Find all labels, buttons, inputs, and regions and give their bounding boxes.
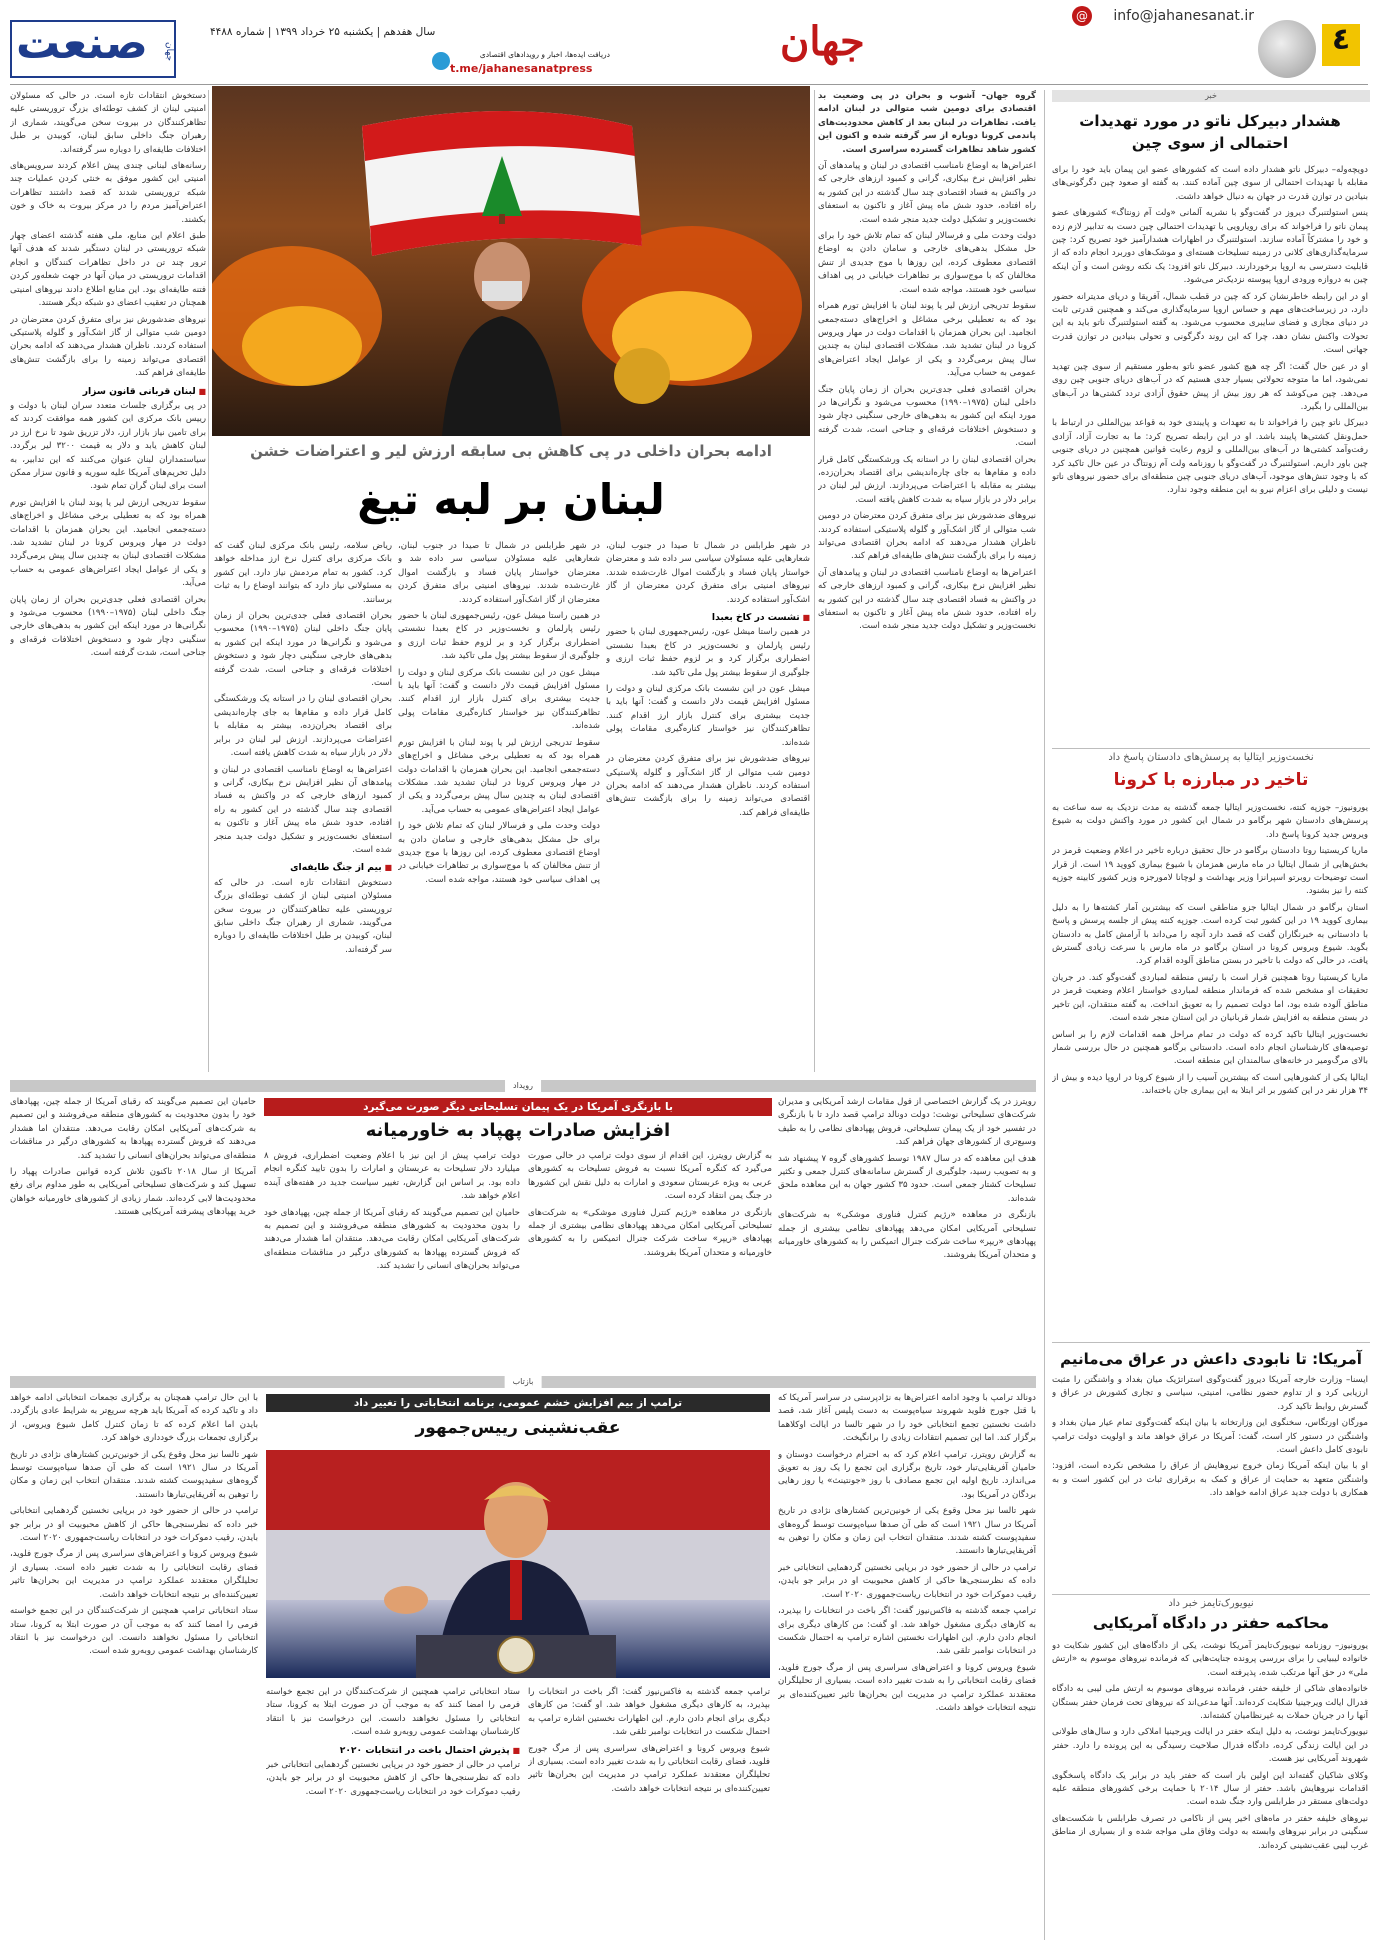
paragraph: وکلای شاکیان گفته‌اند این اولین بار است که حفتر باید در برابر یک دادگاه پاسخگوی اقدامات نیروهایش باشد. حفتر از سال ۲۰۱۴ با حمایت برخی کشورهای منطقه علیه دولت‌های مستقر در طرابلس وارد جنگ شده است. — [1052, 1770, 1368, 1808]
paragraph: دونالد ترامپ با وجود ادامه اعتراض‌ها به نژادپرستی در سراسر آمریکا که با قتل جورج فلوید شهروند سیاه‌پوست به دست پلیس آغاز شد، قصد داشت نخستین تجمع انتخاباتی خود را در شهر تالسا در ایالت اوکلاهما برگزار کند. اما این تصمیم انتقادات زیادی را برانگیخت. — [778, 1393, 1036, 1444]
divider — [1052, 748, 1370, 749]
paragraph: ماریا کریستینا روتا همچنین قرار است با رئیس منطقه لمباردی گفت‌وگو کند. در جریان تحقیقات او مشخص شده که فرماندار منطقه لمباردی خواستار اعلام وضعیت قرمز در مناطق آلوده شده بود، اما دولت تصمیم را به تعویق انداخت. به گفته منتقدان، این تاخیر در بستن منطقه به افزایش شمار قربانیان در این استان منجر شده است. — [1052, 972, 1368, 1024]
paragraph: شهر تالسا نیز محل وقوع یکی از خونین‌ترین کشتارهای نژادی در تاریخ آمریکا در سال ۱۹۲۱ است که طی آن صدها سیاه‌پوست توسط گروه‌های سفیدپوست کشته شدند. منتقدان انتخاب این زمان و مکان را توهین به آفریقایی‌تبارها دانستند. — [778, 1506, 1036, 1557]
trump-photo-illustration — [266, 1450, 770, 1678]
paragraph: رویترز در یک گزارش اختصاصی از قول مقامات ارشد آمریکایی و مدیران شرکت‌های تسلیحاتی نوشت: دولت دونالد ترامپ قصد دارد تا با بازنگری در تفسیر خود از یک پیمان تسلیحاتی، فروش پهپادهای نظامی را به طیف وسیع‌تری از کشورهای جهان فراهم کند. — [778, 1097, 1036, 1148]
paragraph: ترامپ در حالی از حضور خود در برپایی نخستین گردهمایی انتخاباتی خبر داده که نظرسنجی‌ها حاکی از کاهش محبوبیت او در برابر جو بایدن، رقیب دموکرات خود در انتخابات ریاست‌جمهوری ۲۰۲۰ است. — [266, 1760, 520, 1797]
issue-info: سال هفدهم | یکشنبه ۲۵ خرداد ۱۳۹۹ | شماره ۴۴۸۸ — [210, 26, 436, 38]
trump-darkbar: ترامپ از بیم افزایش خشم عمومی، برنامه انتخاباتی را تغییر داد — [266, 1394, 770, 1412]
paragraph: یورونیوز– جوزپه کنته، نخست‌وزیر ایتالیا جمعه گذشته به مدت نزدیک به سه ساعت به پرسش‌های دادستان شهر برگامو در شمال این کشور در مورد واکنش دولت به شیوع ویروس جدید کرونا پاسخ داد. — [1052, 803, 1368, 840]
paragraph: بازنگری در معاهده «رژیم کنترل فناوری موشکی» به شرکت‌های تسلیحاتی آمریکایی امکان می‌دهد پهپادهای نظامی بیشتری از جمله پهپادهای «ریپر» ساخت شرکت جنرال اتمیکس را به کشورهای خاورمیانه و متحدان آمریکا بفروشند. — [528, 1207, 772, 1258]
paragraph: مورگان اورتگاس، سخنگوی این وزارتخانه با بیان اینکه گفت‌وگوی تمام عیار میان بغداد و واشنگتن در دستور کار است، گفت: آمریکا در عراق خواهد ماند و اولویت دولت ترامپ نابودی کامل داعش است. — [1052, 1418, 1368, 1456]
paragraph: بازنگری در معاهده «رژیم کنترل فناوری موشکی» به شرکت‌های تسلیحاتی آمریکایی امکان می‌دهد پهپادهای نظامی بیشتری از جمله پهپادهای «ریپر» ساخت شرکت جنرال اتمیکس را به کشورهای خاورمیانه و متحدان آمریکا بفروشند. — [778, 1210, 1036, 1261]
page-number: ٤ — [1331, 22, 1351, 57]
paragraph: بحران اقتصادی لبنان را در استانه یک ورشکستگی کامل قرار داده و مقام‌ها به جای چاره‌اندیشی برای اقتصاد بحران‌زده، بیشتر به مقابله با اعتراضات می‌پردازند. ارزش لیر لبنان در برابر دلار در بازار سیاه به شدت کاهش یافته است. — [818, 454, 1036, 505]
haftar-kicker: نیویورک‌تایمز خبر داد — [1168, 1598, 1254, 1609]
logo-box — [10, 20, 176, 78]
trump-col-1 — [778, 1392, 1036, 1940]
paragraph: ماریا کریستینا روتا دادستان برگامو در حال تحقیق درباره تاخیر در اعلام وضعیت قرمز در بخش‌هایی از شمال ایتالیا در ماه مارس همزمان با شیوع بیماری کووید ۱۹ است. از قرار است توضیحات روبرتو اسپرانزا وزیر بهداشت و لوچانا لامورجزه وزیر کشور کابینه جوزپه کنته را نیز بشنود. — [1052, 846, 1368, 897]
paragraph: نیروهای ضدشورش نیز برای متفرق کردن معترضان در دومین شب متوالی از گاز اشک‌آور و گلوله پلاستیکی استفاده کردند. ناظران هشدار می‌دهند که ادامه بحران اقتصادی می‌تواند زمینه را برای بازگشت تنش‌های طایفه‌ای فراهم کند. — [10, 314, 206, 379]
paragraph: بحران اقتصادی فعلی جدی‌ترین بحران از زمان پایان جنگ داخلی لبنان (۱۹۷۵–۱۹۹۰) محسوب می‌شود و نگرانی‌ها در مورد اینکه این کشور به بدهی‌های خارجی سنگینی دچار شود و دستخوش اختلافات فرقه‌ای و جناحی است، شدت گرفته است. — [10, 594, 206, 659]
trump-photo — [266, 1450, 770, 1678]
reflection-band — [10, 1376, 1036, 1388]
paragraph: طبق اعلام این منابع، ملی هفته گذشته اعضای چهار شبکه تروریستی در لبنان دستگیر شدند که هدف آنها ترور چند تن در داخل تظاهرات کنندگان و انجام اقدامات تروریستی در میان آنها در جهت شعله‌ور کردن فتنه طایفه‌ای بود. این منابع اطلاع دادند نیروهای امنیتی همچنان در تعقیب اعضای دو شبکه دیگر هستند. — [10, 231, 206, 309]
subhead-caesar: ■ لبنان قربانی قانون سزار — [10, 385, 206, 398]
paragraph: سقوط تدریجی ارزش لیر یا پوند لبنان با افزایش تورم همراه بود که به تعطیلی برخی مشاغل و اخراج‌های دسته‌جمعی انجامید. این بحران همزمان با اقدامات دولت در مهار ویروس کرونا در لبنان تشدید شد. مشکلات اقتصادی لبنان به چندین سال پیش برمی‌گردد و یکی از عوامل ایجاد اعتراض‌های عمومی به حساب می‌آید. — [398, 737, 600, 815]
paragraph: نیروهای ضدشورش نیز برای متفرق کردن معترضان در دومین شب متوالی از گاز اشک‌آور و گلوله پلاستیکی استفاده کردند. ناظران هشدار می‌دهند که ادامه بحران اقتصادی می‌تواند زمینه را برای بازگشت تنش‌های طایفه‌ای فراهم کند. — [818, 511, 1036, 562]
paragraph: شهر تالسا نیز محل وقوع یکی از خونین‌ترین کشتارهای نژادی در تاریخ آمریکا در سال ۱۹۲۱ است که طی آن صدها سیاه‌پوست توسط گروه‌های سفیدپوست کشته شدند. منتقدان انتخاب این زمان و مکان را توهین به آفریقایی‌تبارها دانستند. — [10, 1449, 258, 1500]
paragraph: ینس استولتنبرگ دیروز در گفت‌وگو با نشریه آلمانی «ولت آم زونتاگ» کشورهای عضو پیمان ناتو را فراخواند که برای رویارویی با تهدیدات احتمالی چین دست به تدابیر لازم زده و خود را مشترکاً آماده سازند. استولتنبرگ در اظهارات هشدارآمیز خود تصریح کرد: چین سرمایه‌گذاری‌های کلانی در زمینه تسلیحات هسته‌ای و موشک‌های دوربرد انجام داده که از قابلیت دسترسی به اروپا برخوردارند. دبیرکل ناتو افزود: یک نکته روشن است و آن اینکه چین به دروازه ورودی اروپا پیوسته نزدیک‌تر می‌شود. — [1052, 208, 1368, 286]
lebanon-col-1 — [818, 90, 1036, 1072]
paragraph: حامیان این تصمیم می‌گویند که رقبای آمریکا از جمله چین، پهپادهای خود را بدون محدودیت به کشورهای منطقه می‌فروشند و این تصمیم به شرکت‌های آمریکایی امکان رقابت می‌دهد. منتقدان اما هشدار می‌دهند که فروش گسترده پهپادها به کشورهای درگیر در مناقشات منطقه‌ای می‌تواند بحران‌های انسانی را تشدید کند. — [264, 1207, 520, 1272]
paragraph: شیوع ویروس کرونا و اعتراض‌های سراسری پس از مرگ جورج فلوید، فضای رقابت انتخاباتی را به شدت تغییر داده است. بسیاری از تحلیلگران معتقدند عملکرد ترامپ در مدیریت این بحران‌ها تاثیر تعیین‌کننده‌ای بر نتیجه انتخابات خواهد داشت. — [778, 1662, 1036, 1713]
paragraph: اعتراض‌ها به اوضاع نامناسب اقتصادی در لبنان و پیامدهای آن نظیر افزایش نرخ بیکاری، گرانی و کمبود ارزهای خارجی که در واکنش به فساد اقتصادی چند سال گذشته در این کشور به راه افتاده، حدود شش ماه پیش آغاز و تاکنون به استعفای نخست‌وزیر و تشکیل دولت جدید منجر شده است. — [214, 764, 392, 855]
paragraph: بحران اقتصادی فعلی جدی‌ترین بحران از زمان پایان جنگ داخلی لبنان (۱۹۷۵–۱۹۹۰) محسوب می‌شود و نگرانی‌ها در مورد اینکه این کشور به بدهی‌های خارجی سنگینی دچار شود و دستخوش اختلافات فرقه‌ای و جناحی است، شدت گرفته است. — [214, 611, 392, 689]
email-icon: @ — [1072, 6, 1092, 26]
paragraph: به گزارش رویترز، ترامپ اعلام کرد که به احترام درخواست دوستان و حامیان آفریقایی‌تبار خود، تاریخ برگزاری این تجمع را یک روز به تعویق می‌اندازد. تاریخ اولیه این تجمع مصادف با روز «جونتینث» یا روز رهایی بردگان در آمریکا بود. — [778, 1449, 1036, 1500]
iraq-headline: آمریکا: تا نابودی داعش در عراق می‌مانیم — [1060, 1350, 1362, 1368]
paragraph: به گزارش رویترز، این اقدام از سوی دولت ترامپ در حالی صورت می‌گیرد که کنگره آمریکا نسبت به فروش تسلیحات به کشورهای عربی به ویژه عربستان سعودی و امارات به دلیل نقش این کشورها در جنگ یمن انتقاد کرده است. — [528, 1151, 772, 1202]
drones-headline: افزایش صادرات پهپاد به خاورمیانه — [365, 1120, 671, 1141]
lebanon-col-5 — [10, 90, 206, 1072]
telegram-label: دریافت ایده‌ها، اخبار و رویدادهای اقتصادی — [479, 50, 610, 59]
italy-body — [1052, 802, 1368, 1370]
trump-col-3 — [266, 1686, 520, 1940]
telegram-icon — [432, 52, 450, 70]
lebanon-col-4 — [214, 540, 392, 1072]
paragraph: حامیان این تصمیم می‌گویند که رقبای آمریکا از جمله چین، پهپادهای خود را بدون محدودیت به کشورهای منطقه می‌فروشند و این تصمیم به شرکت‌های آمریکایی امکان رقابت می‌دهد. منتقدان اما هشدار می‌دهند که فروش گسترده پهپادها به کشورهای درگیر در مناقشات منطقه‌ای می‌تواند بحران‌های انسانی را تشدید کند. — [10, 1097, 256, 1161]
paragraph: دستخوش انتقادات تازه است. در حالی که مسئولان امنیتی لبنان از کشف توطئه‌ای بزرگ تروریستی علیه تظاهرکنندگان در بیروت سخن می‌گویند، شماری از رهبران جنگ داخلی سابق لبنان، کوبیدن بر طبل اختلافات طایفه‌ای را دوباره سر گرفته‌اند. — [214, 877, 392, 955]
paragraph: یورونیوز– روزنامه نیویورک‌تایمز آمریکا نوشت، یکی از دادگاه‌های این کشور شکایت دو خانواده لیبیایی را برای بررسی پرونده جنایت‌هایی که فرمانده نیروهای موسوم به «ارتش ملی» در حق آنها مرتکب شده، پذیرفته است. — [1052, 1641, 1368, 1678]
paragraph: نیروهای خلیفه حفتر در ماه‌های اخیر پس از ناکامی در تصرف طرابلس با شکست‌های سنگینی در برابر نیروهای وابسته به دولت وفاق ملی مواجه شده و از بسیاری از مناطق غرب لیبی عقب‌نشینی کرده‌اند. — [1052, 1813, 1368, 1851]
paragraph: ستاد انتخاباتی ترامپ همچنین از شرکت‌کنندگان در این تجمع خواسته فرمی را امضا کنند که به موجب آن در صورت ابتلا به کرونا، ستاد انتخاباتی را مسئول نخواهند دانست. این درخواست نیز با انتقاد کارشناسان بهداشت عمومی روبه‌رو شده است. — [266, 1687, 520, 1738]
drones-col-3 — [264, 1150, 520, 1364]
haftar-body — [1052, 1640, 1368, 1940]
event-band — [10, 1080, 1036, 1092]
lebanon-kicker: ادامه بحران داخلی در پی کاهش بی سابقه ارزش لیر و اعتراضات خشن — [250, 442, 772, 460]
lebanon-protest-photo — [212, 86, 810, 436]
paragraph: در شهر طرابلس در شمال تا صیدا در جنوب لبنان، شعارهایی علیه مسئولان سیاسی سر داده شد و معترضان خواستار پایان فساد و بازگشت اموال غارت‌شده شدند. نیروهای امنیتی برای متفرق کردن معترضان از گاز اشک‌آور استفاده کردند. — [606, 541, 810, 605]
nato-body — [1052, 164, 1368, 742]
header-rule — [10, 84, 1368, 85]
divider — [1052, 1342, 1370, 1343]
trump-col-2 — [528, 1686, 770, 1940]
paragraph: ترامپ جمعه گذشته به فاکس‌نیوز گفت: اگر باخت در انتخابات را بپذیرد، به کارهای دیگری مشغول خواهد شد. او گفت: من کارهای دیگری برای انجام دادن دارم. این اظهارات نخستین اشاره ترامپ به احتمال شکست در انتخابات نوامبر تلقی شد. — [528, 1687, 770, 1738]
paragraph: بحران اقتصادی فعلی جدی‌ترین بحران از زمان پایان جنگ داخلی لبنان (۱۹۷۵–۱۹۹۰) محسوب می‌شود و نگرانی‌ها در مورد اینکه این کشور به بدهی‌های خارجی سنگینی دچار شود و دستخوش اختلافات فرقه‌ای و جناحی است، شدت گرفته است. — [818, 384, 1036, 449]
reflection-band-label: بازتاب — [505, 1376, 542, 1388]
paragraph: استان برگامو در شمال ایتالیا جزو مناطقی است که بیشترین آمار کشته‌ها را به دلیل بیماری کووید ۱۹ در این کشور ثبت کرده است. جوزپه کنته پیش از جلسه پرسش و پاسخ با دادستانی به خبرنگاران گفت که قصد دارد آنچه را می‌داند با آرامش کامل به دادستان بگوید. شیوع ویروس کرونا در استان برگامو در ماه مارس با سرعت زیادی گسترش یافت، در حالی که دولت با تاخیر در بستن مناطق آلوده اقدام کرد. — [1052, 902, 1368, 967]
paragraph: رسانه‌های لبنانی چندی پیش اعلام کردند سرویس‌های امنیتی این کشور موفق به خنثی کردن عملیات چند شبکه تروریستی شدند که قصد داشتند تظاهرات اعتراض‌آمیز مردم را در مرکز بیروت به خاک و خون بکشند. — [10, 161, 206, 225]
subhead-baabda: ■ تشست در کاخ بعبدا — [606, 611, 810, 624]
subhead-trump-loss: ■ پذیرش احتمال باخت در انتخابات ۲۰۲۰ — [266, 1744, 520, 1757]
drones-col-4 — [10, 1096, 256, 1364]
paragraph: در همین راستا میشل عون، رئیس‌جمهوری لبنان با حضور رئیس پارلمان و نخست‌وزیر در کاخ بعبدا نشستی اضطراری برگزار کرد و بر لزوم حفظ ثبات ارزی و جلوگیری از سقوط بیشتر پول ملی تاکید شد. — [606, 627, 810, 678]
nato-headline: هشدار دبیرکل ناتو در مورد تهدیدات احتمالی از سوی چین — [1079, 112, 1341, 152]
paragraph: ترامپ در حالی از حضور خود در برپایی نخستین گردهمایی انتخاباتی خبر داده که نظرسنجی‌ها حاکی از کاهش محبوبیت او در برابر جو بایدن، رقیب دموکرات خود در انتخابات ریاست‌جمهوری ۲۰۲۰ است. — [10, 1506, 258, 1544]
paragraph: اعتراض‌ها به اوضاع نامناسب اقتصادی در لبنان و پیامدهای آن نظیر افزایش نرخ بیکاری، گرانی و کمبود ارزهای خارجی که در واکنش به فساد اقتصادی چند سال گذشته در این کشور به راه افتاده، حدود شش ماه پیش آغاز و تاکنون به استعفای نخست‌وزیر و تشکیل دولت جدید منجر شده است. — [818, 567, 1036, 632]
lebanon-col-2 — [606, 540, 810, 1072]
paragraph: در پی برگزاری جلسات متعدد سران لبنان با دولت و رییس بانک مرکزی این کشور همه موافقت کردند که برای تامین نیاز بازار ارز، دلار تزریق شود تا نرخ ارز در لبنان کاهش یابد و دلار به قیمت ۳۲۰۰ لیر برگردد. سیاستمداران لبنان عنوان می‌کنند که این تدابیر، به دلیل تحریم‌های آمریکا علیه سوریه و قانون سزار ممکن است برای لبنان گران تمام شود. — [10, 400, 206, 492]
trump-headline: عقب‌نشینی رییس‌جمهور — [415, 1418, 621, 1438]
paragraph: خانواده‌های شاکی از خلیفه حفتر، فرمانده نیروهای موسوم به ارتش ملی لیبی به دادگاه فدرال ایالت ویرجینیا شکایت کرده‌اند. آنها مدعی‌اند که نیروهای تحت فرمان حفتر بستگان آنها را در جریان حملات به غیرنظامیان کشته‌اند. — [1052, 1684, 1368, 1722]
drones-col-1 — [778, 1096, 1036, 1364]
paragraph: او در عین حال گفت: اگر چه هیچ کشور عضو ناتو به‌طور مستقیم از سوی چین تهدید نمی‌شود، اما ما متوجه تحولاتی بسیار جدی هستیم که در آب‌های دریای جنوبی چین روی می‌دهد. چین می‌کوشد که هر روز بیش از پیش حقوق آزادی تردد کشتی‌ها در آب‌های بین‌المللی را بگیرد. — [1052, 361, 1368, 412]
paragraph: ایسنا– وزارت خارجه آمریکا دیروز گفت‌وگوی استراتژیک میان بغداد و واشنگتن را مثبت ارزیابی کرد و از تداوم حضور نظامی، امنیتی، سیاسی و تجاری کشورش در عراق و گسترش روابط تاکید کرد. — [1052, 1375, 1368, 1412]
section-title: جهان — [780, 18, 865, 65]
nato-kicker: خبر — [1205, 91, 1217, 100]
lebanon-col-3 — [398, 540, 600, 1072]
paragraph: ریاض سلامه، رئیس بانک مرکزی لبنان گفت که بانک مرکزی برای کنترل نرخ ارز مداخله خواهد کرد. کشور به تمام مردمش نیاز دارد. این کشور به مسئولانی نیاز دارد که بتوانند اوضاع را به ثبات برسانند. — [214, 541, 392, 605]
paragraph: ستاد انتخاباتی ترامپ همچنین از شرکت‌کنندگان در این تجمع خواسته فرمی را امضا کنند که به موجب آن در صورت ابتلا به کرونا، ستاد انتخاباتی را مسئول نخواهند دانست. این درخواست نیز با انتقاد کارشناسان بهداشت عمومی روبه‌رو شده است. — [10, 1606, 258, 1657]
paragraph: دویچه‌وله– دبیرکل ناتو هشدار داده است که کشورهای عضو این پیمان باید خود را برای مقابله با تهدیدات احتمالی از سوی چین آماده کنند. به گفته او صعود چین دگرگونی‌های بنیادین در توازن قدرت در جهان به دنبال خواهد داشت. — [1052, 165, 1368, 202]
lebanon-photo-illustration — [212, 86, 810, 436]
event-band-label: رویداد — [505, 1080, 541, 1092]
paragraph: نیویورک‌تایمز نوشت، به دلیل اینکه حفتر در ایالت ویرجینیا املاکی دارد و سال‌های طولانی در این ایالت زندگی کرده، دادگاه فدرال صلاحیت رسیدگی به این پرونده را دارد. حفتر شهروند آمریکایی نیز هست. — [1052, 1727, 1368, 1765]
paragraph: میشل عون در این نشست بانک مرکزی لبنان و دولت را مسئول افزایش قیمت دلار دانست و گفت: آنها باید با جدیت بیشتری برای کنترل بازار ارز اقدام کنند. تظاهرکنندگان نیز خواستار کناره‌گیری مقامات پولی شده‌اند. — [398, 667, 600, 732]
paragraph: دستخوش انتقادات تازه است. در حالی که مسئولان امنیتی لبنان از کشف توطئه‌ای بزرگ تروریستی علیه تظاهرکنندگان در بیروت سخن می‌گویند، شماری از رهبران جنگ داخلی سابق لبنان، کوبیدن بر طبل اختلافات طایفه‌ای را دوباره سر گرفته‌اند. — [10, 91, 206, 155]
paragraph: سقوط تدریجی ارزش لیر یا پوند لبنان با افزایش تورم همراه بود که به تعطیلی برخی مشاغل و اخراج‌های دسته‌جمعی انجامید. این بحران همزمان با اقدامات دولت در مهار ویروس کرونا در لبنان تشدید شد. مشکلات اقتصادی لبنان به چندین سال پیش برمی‌گردد و یکی از عوامل ایجاد اعتراض‌های عمومی به حساب می‌آید. — [10, 497, 206, 589]
right-column-divider — [1044, 90, 1045, 1940]
paragraph: آمریکا از سال ۲۰۱۸ تاکنون تلاش کرده قوانین صادرات پهپاد را تسهیل کند و شرکت‌های تسلیحاتی آمریکایی به طور مداوم برای رفع محدودیت‌ها لابی کرده‌اند. شمار زیادی از کشورهای خاورمیانه خواهان خرید پهپادهای پیشرفته آمریکایی هستند. — [10, 1167, 256, 1218]
haftar-headline: محاکمه حفتر در دادگاه آمریکایی — [1092, 1614, 1330, 1632]
paragraph: در شهر طرابلس در شمال تا صیدا در جنوب لبنان، شعارهایی علیه مسئولان سیاسی سر داده شد و معترضان خواستار پایان فساد و بازگشت اموال غارت‌شده شدند. نیروهای امنیتی برای متفرق کردن معترضان از گاز اشک‌آور استفاده کردند. — [398, 541, 600, 605]
paragraph: دولت وحدت ملی و فرسالار لبنان که تمام تلاش خود را برای حل مشکل بدهی‌های خارجی و سامان دادن به اوضاع اقتصادی معطوف کرده، این روزها با موج جدیدی از تنش مخالفان که با موج‌سواری بر تظاهرات خیابانی در پی اهداف سیاسی خود هستند، مواجه شده است. — [818, 231, 1036, 295]
paragraph: دولت ترامپ پیش از این نیز با اعلام وضعیت اضطراری، فروش ۸ میلیارد دلار تسلیحات به عربستان و امارات را بدون تایید کنگره انجام داده بود. بر اساس این گزارش، تغییر سیاست جدید در هفته‌های آینده اعلام خواهد شد. — [264, 1151, 520, 1202]
telegram-link[interactable]: t.me/jahanesanatpress — [450, 62, 593, 75]
divider — [208, 90, 209, 1072]
logo-text: صنعت — [16, 18, 148, 69]
paragraph: ترامپ در حالی از حضور خود در برپایی نخستین گردهمایی انتخاباتی خبر داده که نظرسنجی‌ها حاکی از کاهش محبوبیت او در برابر جو بایدن، رقیب دموکرات خود در انتخابات ریاست‌جمهوری ۲۰۲۰ است. — [778, 1562, 1036, 1600]
drones-col-2 — [528, 1150, 772, 1364]
paragraph: هدف این معاهده که در سال ۱۹۸۷ توسط کشورهای گروه ۷ پیشنهاد شد و به تصویب رسید، جلوگیری از گسترش سامانه‌های کنترل جمعی و تکثیر تسلیحات کشتار جمعی است. حدود ۳۵ کشور جهان به این معاهده ملحق شده‌اند. — [778, 1153, 1036, 1204]
paragraph: شیوع ویروس کرونا و اعتراض‌های سراسری پس از مرگ جورج فلوید، فضای رقابت انتخاباتی را به شدت تغییر داده است. بسیاری از تحلیلگران معتقدند عملکرد ترامپ در مدیریت این بحران‌ها تاثیر تعیین‌کننده‌ای بر نتیجه انتخابات خواهد داشت. — [10, 1549, 258, 1600]
paragraph: میشل عون در این نشست بانک مرکزی لبنان و دولت را مسئول افزایش قیمت دلار دانست و گفت: آنها باید با جدیت بیشتری برای کنترل بازار ارز اقدام کنند. تظاهرکنندگان نیز خواستار کناره‌گیری مقامات پولی شده‌اند. — [606, 684, 810, 748]
paragraph: اعتراض‌ها به اوضاع نامناسب اقتصادی در لبنان و پیامدهای آن نظیر افزایش نرخ بیکاری، گرانی و کمبود ارزهای خارجی که در واکنش به فساد اقتصادی چند سال گذشته در این کشور به راه افتاده، حدود شش ماه پیش آغاز و تاکنون به استعفای نخست‌وزیر و تشکیل دولت جدید منجر شده است. — [818, 161, 1036, 225]
lebanon-headline: لبنان بر لبه تیغ — [357, 475, 665, 524]
logo-sub: جهان — [164, 42, 174, 62]
iraq-body — [1052, 1374, 1368, 1586]
paragraph: گروه جهان– آشوب و بحران در پی وضعیت بد اقتصادی برای دومین شب متوالی در لبنان ادامه یافت. تظاهرات در لبنان بعد از کاهش محدودیت‌های پاندمی کرونا دوباره از سر گرفته شده و اکنون این کشور شاهد تظاهرات گسترده سراسری است. — [818, 91, 1036, 155]
italy-kicker: نخست‌وزیر ایتالیا به پرسش‌های دادستان پاسخ داد — [1108, 752, 1314, 763]
paragraph: ترامپ جمعه گذشته به فاکس‌نیوز گفت: اگر باخت در انتخابات را بپذیرد، به کارهای دیگری مشغول خواهد شد. او گفت: من کارهای دیگری برای انجام دادن دارم. این اظهارات نخستین اشاره ترامپ به احتمال شکست در انتخابات نوامبر تلقی شد. — [778, 1606, 1036, 1657]
paragraph: دولت وحدت ملی و فرسالار لبنان که تمام تلاش خود را برای حل مشکل بدهی‌های خارجی و سامان دادن به اوضاع اقتصادی معطوف کرده، این روزها با موج جدیدی از تنش مخالفان که با موج‌سواری بر تظاهرات خیابانی در پی اهداف سیاسی خود هستند، مواجه شده است. — [398, 821, 600, 885]
subhead-sectarian: ■ بیم از جنگ طایفه‌ای — [214, 861, 392, 874]
paragraph: شیوع ویروس کرونا و اعتراض‌های سراسری پس از مرگ جورج فلوید، فضای رقابت انتخاباتی را به شدت تغییر داده است. بسیاری از تحلیلگران معتقدند عملکرد ترامپ در مدیریت این بحران‌ها تاثیر تعیین‌کننده‌ای بر نتیجه انتخابات خواهد داشت. — [528, 1743, 770, 1794]
email-address[interactable]: info@jahanesanat.ir — [1113, 8, 1254, 24]
divider — [814, 90, 815, 1072]
paragraph: نیروهای ضدشورش نیز برای متفرق کردن معترضان در دومین شب متوالی از گاز اشک‌آور و گلوله پلاستیکی استفاده کردند. ناظران هشدار می‌دهند که ادامه بحران اقتصادی می‌تواند زمینه را برای بازگشت تنش‌های طایفه‌ای فراهم کند. — [606, 754, 810, 818]
paragraph: او در این رابطه خاطرنشان کرد که چین در قطب شمال، آفریقا و دریای مدیترانه حضور دارد، در زیرساخت‌های مهم و حساس اروپا سرمایه‌گذاری می‌کند و همچنین قدرتی ثابت در دنیای مجازی و فضای سایبری محسوب می‌شود. به گفته استولتنبرگ ناتو باید به این تحولات واکنش نشان دهد، چرا که این روند دگرگونی و تحولی بنیادین در توازن قدرت جهانی است. — [1052, 291, 1368, 356]
paragraph: او با بیان اینکه آمریکا زمان خروج نیروهایش از عراق را مشخص نکرده است، افزود: واشنگتن متعهد به حمایت از عراق و کمک به برقراری ثبات در این کشور است و به همکاری با دولت جدید عراق ادامه خواهد داد. — [1052, 1461, 1368, 1499]
trump-col-4 — [10, 1392, 258, 1940]
drones-redbar: با بازنگری آمریکا در یک پیمان تسلیحاتی دیگر صورت می‌گیرد — [264, 1098, 772, 1116]
page-header — [0, 0, 1378, 90]
divider — [1052, 1594, 1370, 1595]
paragraph: نخست‌وزیر ایتالیا تاکید کرده که دولت در تمام مراحل همه اقدامات لازم را بر اساس توصیه‌های کارشناسان انجام داده است. دادستانی برگامو همچنین در حال بررسی شمار بالای مرگ‌ومیر در خانه‌های سالمندان این منطقه است. — [1052, 1029, 1368, 1067]
paragraph: دبیرکل ناتو چین را فراخواند تا به تعهدات و پایبندی خود به قواعد بین‌المللی در ارتباط با حمل‌ونقل کشتی‌ها پایبند باشد. او در این رابطه تصریح کرد: ما به تجارت آزاد، آزادی رفت‌وآمد کشتی‌ها در آب‌های بین‌المللی و لزوم رعایت قوانین همچنین در دریای جنوبی چین باور داریم. استولتنبرگ در گفت‌وگو با روزنامه ولت آم زونتاگ در عین حال تاکید کرد که با وجود تنش‌های موجود، آب‌های دریای جنوبی چین منطقه‌ای برای حضور نیروهای ناتو نیست و دلیلی برای اعزام نیرو به این منطقه وجود ندارد. — [1052, 418, 1368, 496]
paragraph: ایتالیا یکی از کشورهایی است که بیشترین آسیب را از شیوع کرونا در اروپا دیده و بیش از ۳۴ هزار نفر در این کشور بر اثر ابتلا به این بیماری جان باخته‌اند. — [1052, 1072, 1368, 1097]
globe-icon — [1258, 20, 1316, 78]
italy-headline: تاخیر در مبارزه با کرونا — [1113, 770, 1309, 790]
paragraph: با این حال ترامپ همچنان به برگزاری تجمعات انتخاباتی ادامه خواهد داد و تاکید کرده که آمریکا باید هرچه سریع‌تر به شرایط عادی بازگردد. بایدن اما اعلام کرده که تا زمان کنترل کامل شیوع ویروس، از برگزاری تجمعات بزرگ خودداری خواهد کرد. — [10, 1393, 258, 1444]
paragraph: سقوط تدریجی ارزش لیر یا پوند لبنان با افزایش تورم همراه بود که به تعطیلی برخی مشاغل و اخراج‌های دسته‌جمعی انجامید. این بحران همزمان با اقدامات دولت در مهار ویروس کرونا در لبنان تشدید شد. مشکلات اقتصادی لبنان به چندین سال پیش برمی‌گردد و یکی از عوامل ایجاد اعتراض‌های عمومی به حساب می‌آید. — [818, 301, 1036, 379]
paragraph: بحران اقتصادی لبنان را در استانه یک ورشکستگی کامل قرار داده و مقام‌ها به جای چاره‌اندیشی برای اقتصاد بحران‌زده، بیشتر به مقابله با اعتراضات می‌پردازند. ارزش لیر لبنان در برابر دلار در بازار سیاه به شدت کاهش یافته است. — [214, 694, 392, 759]
paragraph: در همین راستا میشل عون، رئیس‌جمهوری لبنان با حضور رئیس پارلمان و نخست‌وزیر در کاخ بعبدا نشستی اضطراری برگزار کرد و بر لزوم حفظ ثبات ارزی و جلوگیری از سقوط بیشتر پول ملی تاکید شد. — [398, 611, 600, 662]
